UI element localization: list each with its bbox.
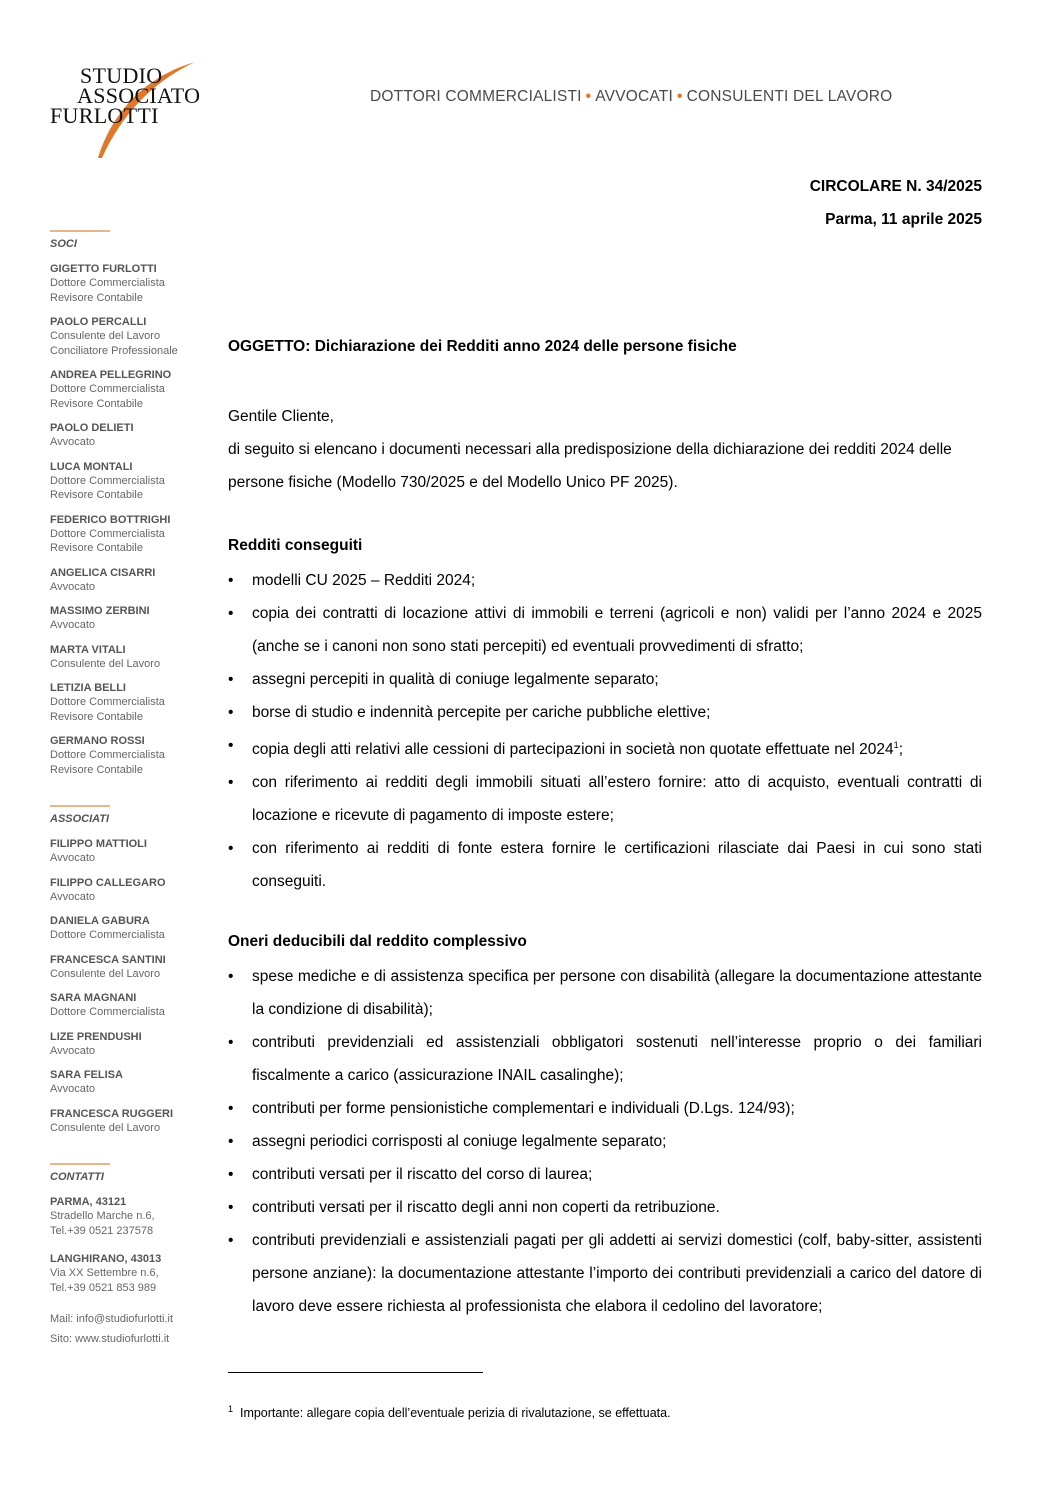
person-entry xyxy=(50,914,220,943)
list-item xyxy=(228,1191,982,1224)
greeting: Gentile Cliente, xyxy=(228,408,334,425)
person-name: GIGETTO FURLOTTI xyxy=(50,263,157,275)
subject-line: OGGETTO: Dichiarazione dei Redditi anno 2024 delle persone fisiche xyxy=(228,338,737,355)
person-entry xyxy=(50,421,220,450)
person-role: Avvocato xyxy=(50,619,96,631)
list-item-text: assegni periodici corrisposti al coniuge legalmente separato; xyxy=(252,1133,667,1150)
list-item-text: contributi versati per il riscatto degli anni non coperti da retribuzione. xyxy=(252,1199,720,1216)
person-role: Dottore Commercialista xyxy=(50,527,165,540)
person-entry xyxy=(50,876,220,905)
footnote-separator xyxy=(228,1372,483,1373)
person-entry xyxy=(50,368,220,411)
person-entry xyxy=(50,953,220,982)
section-divider xyxy=(50,805,110,807)
oneri-list xyxy=(228,960,982,1323)
bullet-dot-icon: • xyxy=(585,88,592,105)
list-item-suffix: ; xyxy=(898,741,903,759)
person-entry xyxy=(50,1107,220,1136)
circolare-number: CIRCOLARE N. 34/2025 xyxy=(809,178,982,195)
person-entry xyxy=(50,681,220,724)
person-name: SARA FELISA xyxy=(50,1069,123,1081)
associati-title: ASSOCIATI xyxy=(50,813,110,825)
person-name: SARA MAGNANI xyxy=(50,992,137,1004)
person-entry xyxy=(50,513,220,556)
person-name: FRANCESCA RUGGERI xyxy=(50,1107,174,1120)
list-item-text: con riferimento ai redditi degli immobili situati all’estero fornire: atto di acquisto, eventuali contratti di locazione e ricevute di pagamento di imposte estere; xyxy=(252,774,982,825)
person-role: Conciliatore Professionale xyxy=(50,344,178,357)
person-entry xyxy=(50,991,220,1020)
list-item-text: copia dei contratti di locazione attivi di immobili e terreni (agricoli e non) validi per l’anno 2024 e 2025 (anche se i canoni non sono stati percepiti) ed eventuali provvedimenti di sfratto; xyxy=(252,605,982,655)
person-name: ANDREA PELLEGRINO xyxy=(50,369,172,381)
person-role: Avvocato xyxy=(50,852,96,864)
list-item-text: contributi per forme pensionistiche complementari e individuali (D.Lgs. 124/93); xyxy=(252,1100,795,1117)
person-role: Revisore Contabile xyxy=(50,710,143,723)
section-oneri-title: Oneri deducibili dal reddito complessivo xyxy=(228,933,527,950)
list-item-text: spese mediche e di assistenza specifica per persone con disabilità (allegare la documentazione attestante la condizione di disabilità); xyxy=(252,968,982,1018)
footnote-ref[interactable]: 1 xyxy=(893,740,899,750)
intro-paragraph: di seguito si elencano i documenti necessari alla predisposizione della dichiarazione dei redditi 2024 delle persone fisiche (Modello 730/2025 e del Modello Unico PF 2025). xyxy=(228,441,952,491)
list-item xyxy=(228,766,982,832)
person-entry xyxy=(50,1030,220,1059)
list-item xyxy=(228,832,982,898)
person-name: PAOLO PERCALLI xyxy=(50,316,147,328)
logo-line-1: STUDIO xyxy=(80,63,163,88)
person-name: LUCA MONTALI xyxy=(50,460,133,473)
person-role: Revisore Contabile xyxy=(50,489,143,501)
person-role: Dottore Commercialista xyxy=(50,1006,165,1018)
person-role: Consulente del Lavoro xyxy=(50,330,161,342)
section-divider xyxy=(50,1163,110,1165)
person-entry xyxy=(50,315,220,358)
office-name: LANGHIRANO, 43013 xyxy=(50,1253,162,1265)
footnote-number: 1 xyxy=(228,1404,234,1414)
list-item xyxy=(228,1158,982,1191)
person-role: Avvocato xyxy=(50,436,96,448)
person-role: Dottore Commercialista xyxy=(50,277,165,289)
person-role: Revisore Contabile xyxy=(50,291,143,304)
section-redditi-title: Redditi conseguiti xyxy=(228,537,363,554)
list-item-text: contributi versati per il riscatto del corso di laurea; xyxy=(252,1166,593,1183)
logo-line-2: ASSOCIATO xyxy=(77,83,201,108)
person-name: MASSIMO ZERBINI xyxy=(50,605,150,617)
office-line: Tel.+39 0521 853 989 xyxy=(50,1281,157,1294)
person-entry xyxy=(50,460,220,503)
person-role: Consulente del Lavoro xyxy=(50,1121,161,1134)
list-item xyxy=(228,696,982,729)
section-divider xyxy=(50,230,110,232)
footnote xyxy=(228,1404,671,1420)
person-role: Consulente del Lavoro xyxy=(50,657,161,670)
list-item xyxy=(228,1026,982,1092)
contact-site[interactable]: Sito: www.studiofurlotti.it xyxy=(50,1333,170,1345)
contact-mail[interactable]: Mail: info@studiofurlotti.it xyxy=(50,1313,174,1325)
tagline-part-3: CONSULENTI DEL LAVORO xyxy=(686,88,893,105)
list-item xyxy=(228,960,982,1026)
header-tagline xyxy=(370,88,892,106)
person-entry xyxy=(50,262,220,305)
person-role: Avvocato xyxy=(50,1083,96,1095)
person-role: Consulente del Lavoro xyxy=(50,967,161,980)
logo-line-3: FURLOTTI xyxy=(50,103,159,128)
person-entry xyxy=(50,604,220,633)
person-role: Revisore Contabile xyxy=(50,542,143,554)
person-role: Avvocato xyxy=(50,890,96,903)
tagline-part-2: AVVOCATI xyxy=(595,88,673,105)
person-name: ANGELICA CISARRI xyxy=(50,566,156,579)
soci-list xyxy=(50,262,220,777)
person-name: FILIPPO MATTIOLI xyxy=(50,838,147,850)
person-name: LETIZIA BELLI xyxy=(50,682,126,694)
list-item xyxy=(228,597,982,663)
list-item-text: assegni percepiti in qualità di coniuge legalmente separato; xyxy=(252,671,659,688)
person-name: PAOLO DELIETI xyxy=(50,422,134,434)
person-entry xyxy=(50,837,220,866)
person-name: MARTA VITALI xyxy=(50,643,126,656)
list-item xyxy=(228,663,982,696)
list-item xyxy=(228,1092,982,1125)
list-item-text: con riferimento ai redditi di fonte estera fornire le certificazioni rilasciate dai Paesi in cui sono stati conseguiti. xyxy=(252,840,982,891)
list-item xyxy=(228,1125,982,1158)
document-date: Parma, 11 aprile 2025 xyxy=(825,211,982,228)
person-role: Dottore Commercialista xyxy=(50,749,165,761)
list-item-text: contributi previdenziali e assistenziali pagati per gli addetti ai servizi domestici (colf, baby-sitter, assistenti persone anziane): la documentazione attestante l’importo dei contributi previdenziali a carico del datore di lavoro deve essere richiesta al professionista che elabora il cedolino del lavoratore; xyxy=(252,1232,982,1315)
office-name: PARMA, 43121 xyxy=(50,1196,127,1208)
list-item xyxy=(228,564,982,597)
list-item-text: copia degli atti relativi alle cessioni di partecipazioni in società non quotate effettuate nel 2024 xyxy=(252,741,894,759)
person-role: Dottore Commercialista xyxy=(50,696,165,708)
person-role: Revisore Contabile xyxy=(50,397,143,410)
office-line: Tel.+39 0521 237578 xyxy=(50,1224,154,1237)
office-line: Via XX Settembre n.6, xyxy=(50,1267,159,1279)
list-item-text: contributi previdenziali ed assistenziali obbligatori sostenuti nell’interesse proprio o dei familiari fiscalmente a carico (assicurazione INAIL casalinghe); xyxy=(252,1034,982,1084)
person-name: LIZE PRENDUSHI xyxy=(50,1030,142,1043)
studio-logo xyxy=(50,58,220,168)
office-line: Stradello Marche n.6, xyxy=(50,1210,155,1222)
person-name: FILIPPO CALLEGARO xyxy=(50,876,166,889)
person-role: Avvocato xyxy=(50,580,96,593)
contatti-title: CONTATTI xyxy=(50,1171,104,1183)
person-role: Dottore Commercialista xyxy=(50,474,165,487)
person-entry xyxy=(50,734,220,777)
redditi-list xyxy=(228,564,982,898)
person-name: FEDERICO BOTTRIGHI xyxy=(50,513,171,526)
soci-title: SOCI xyxy=(50,238,77,250)
offices-list xyxy=(50,1195,220,1295)
office-entry xyxy=(50,1252,220,1295)
person-role: Avvocato xyxy=(50,1044,96,1057)
list-item xyxy=(228,1224,982,1323)
person-name: FRANCESCA SANTINI xyxy=(50,953,166,966)
person-name: GERMANO ROSSI xyxy=(50,735,145,747)
footnote-text: Importante: allegare copia dell’eventuale perizia di rivalutazione, se effettuata. xyxy=(239,1406,671,1421)
associati-list xyxy=(50,837,220,1135)
office-entry xyxy=(50,1195,220,1238)
person-role: Dottore Commercialista xyxy=(50,383,165,395)
person-name: DANIELA GABURA xyxy=(50,915,150,927)
person-role: Dottore Commercialista xyxy=(50,929,165,941)
person-entry xyxy=(50,643,220,672)
list-item-text: modelli CU 2025 – Redditi 2024; xyxy=(252,572,476,589)
person-entry xyxy=(50,1068,220,1097)
person-role: Revisore Contabile xyxy=(50,763,143,776)
person-entry xyxy=(50,566,220,595)
list-item xyxy=(228,729,982,766)
tagline-part-1: DOTTORI COMMERCIALISTI xyxy=(370,88,582,105)
sidebar xyxy=(50,230,220,1349)
bullet-dot-icon: • xyxy=(676,88,683,105)
list-item-text: borse di studio e indennità percepite per cariche pubbliche elettive; xyxy=(252,704,711,721)
